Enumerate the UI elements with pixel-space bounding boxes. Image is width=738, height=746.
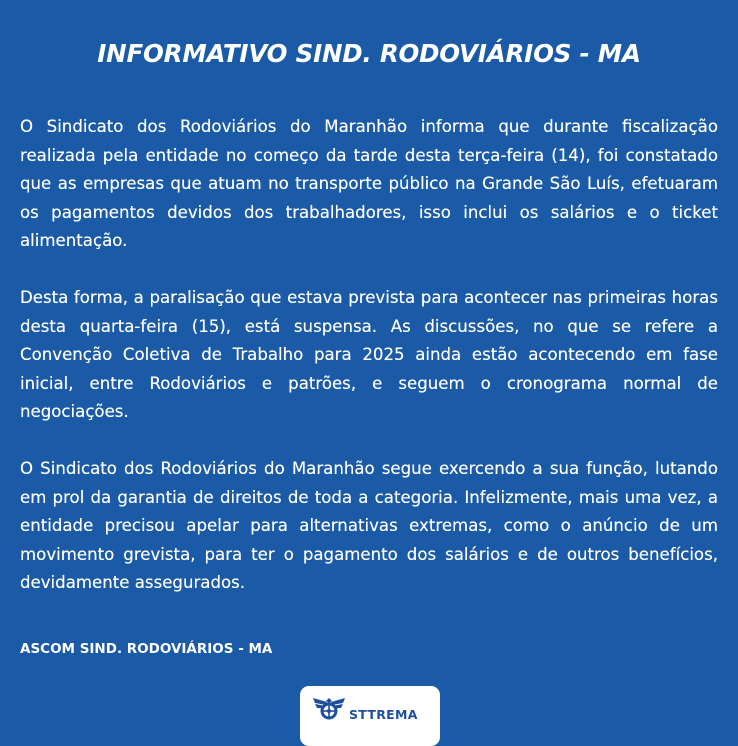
body-text: [20, 113, 718, 626]
signature: ASCOM SIND. RODOVIÁRIOS - MA: [20, 641, 273, 657]
logo-text: STTREMA: [349, 707, 418, 722]
paragraph-3: O Sindicato dos Rodoviários do Maranhão segue exercendo a sua função, lutando em prol da garantia de direitos de toda a categoria. Infelizmente, mais uma vez, a entidade precisou apelar para alternativas extremas, como o anúncio de um movimento grevista, para ter o pagamento dos salários e de outros benefícios, devidamente assegurados.: [20, 459, 718, 592]
winged-wheel-icon: [312, 695, 346, 723]
paragraph-1: O Sindicato dos Rodoviários do Maranhão informa que durante fiscalização realizada pela entidade no começo da tarde desta terça-feira (14), foi constatado que as empresas que atuam no transporte público na Grande São Luís, efetuaram os pagamentos devidos dos trabalhadores, isso inclui os salários e o ticket alimentação.: [20, 117, 718, 250]
page-title: INFORMATIVO SIND. RODOVIÁRIOS - MA: [97, 39, 641, 68]
logo-card: [300, 686, 440, 746]
paragraph-2: Desta forma, a paralisação que estava prevista para acontecer nas primeiras horas desta quarta-feira (15), está suspensa. As discussões, no que se refere a Convenção Coletiva de Trabalho para 2025 ainda estão acontecendo em fase inicial, entre Rodoviários e patrões, e seguem o cronograma normal de negociações.: [20, 288, 718, 421]
